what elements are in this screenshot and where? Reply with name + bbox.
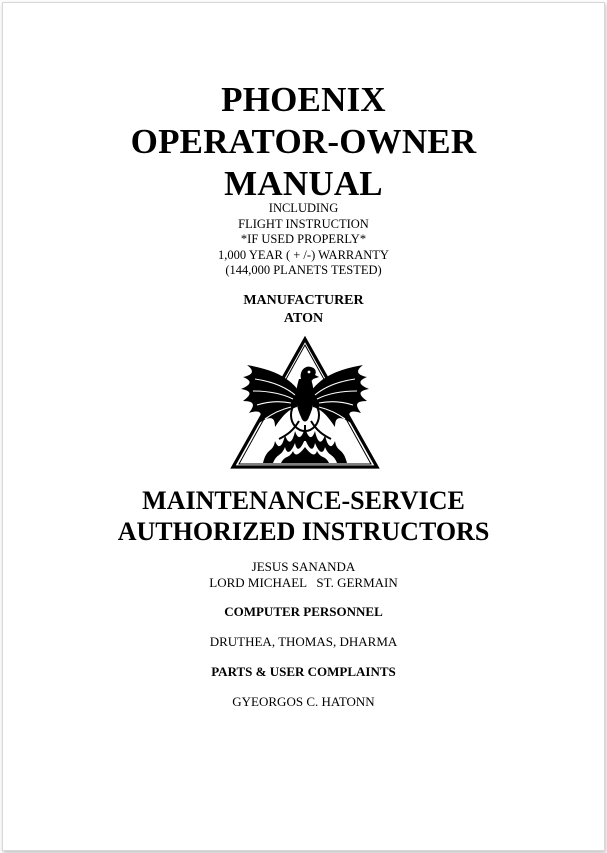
maintenance-line-1: MAINTENANCE-SERVICE bbox=[142, 486, 465, 515]
title-line-2: OPERATOR-OWNER bbox=[130, 122, 477, 161]
subtitle-line-3: *IF USED PROPERLY* bbox=[240, 232, 367, 246]
parts-contact-name: GYEORGOS C. HATONN bbox=[232, 694, 375, 709]
manufacturer-name: ATON bbox=[283, 311, 324, 326]
maintenance-heading bbox=[3, 485, 604, 547]
title-line-1: PHOENIX bbox=[221, 80, 386, 119]
subtitle-line-2: FLIGHT INSTRUCTION bbox=[238, 216, 369, 231]
title-line-3: MANUAL bbox=[224, 164, 383, 203]
subtitle-line-5: (144,000 PLANETS TESTED) bbox=[225, 263, 382, 277]
phoenix-triangle-icon bbox=[229, 335, 381, 471]
parts-heading: PARTS & USER COMPLAINTS bbox=[211, 664, 396, 679]
manufacturer-label: MANUFACTURER bbox=[243, 293, 364, 308]
manual-title bbox=[3, 79, 604, 205]
document-page bbox=[2, 2, 605, 851]
manufacturer-block bbox=[3, 292, 604, 328]
subtitle-block bbox=[3, 201, 604, 279]
subtitle-line-4: 1,000 YEAR ( + /-) WARRANTY bbox=[218, 247, 389, 262]
instructor-line-2: LORD MICHAEL ST. GERMAIN bbox=[209, 574, 398, 590]
subtitle-line-1: INCLUDING bbox=[268, 201, 339, 215]
instructor-line-1: JESUS SANANDA bbox=[251, 559, 356, 574]
computer-personnel-heading: COMPUTER PERSONNEL bbox=[224, 604, 383, 619]
instructors-block bbox=[3, 559, 604, 590]
maintenance-line-2: AUTHORIZED INSTRUCTORS bbox=[117, 517, 490, 546]
computer-personnel-names: DRUTHEA, THOMAS, DHARMA bbox=[209, 634, 398, 649]
